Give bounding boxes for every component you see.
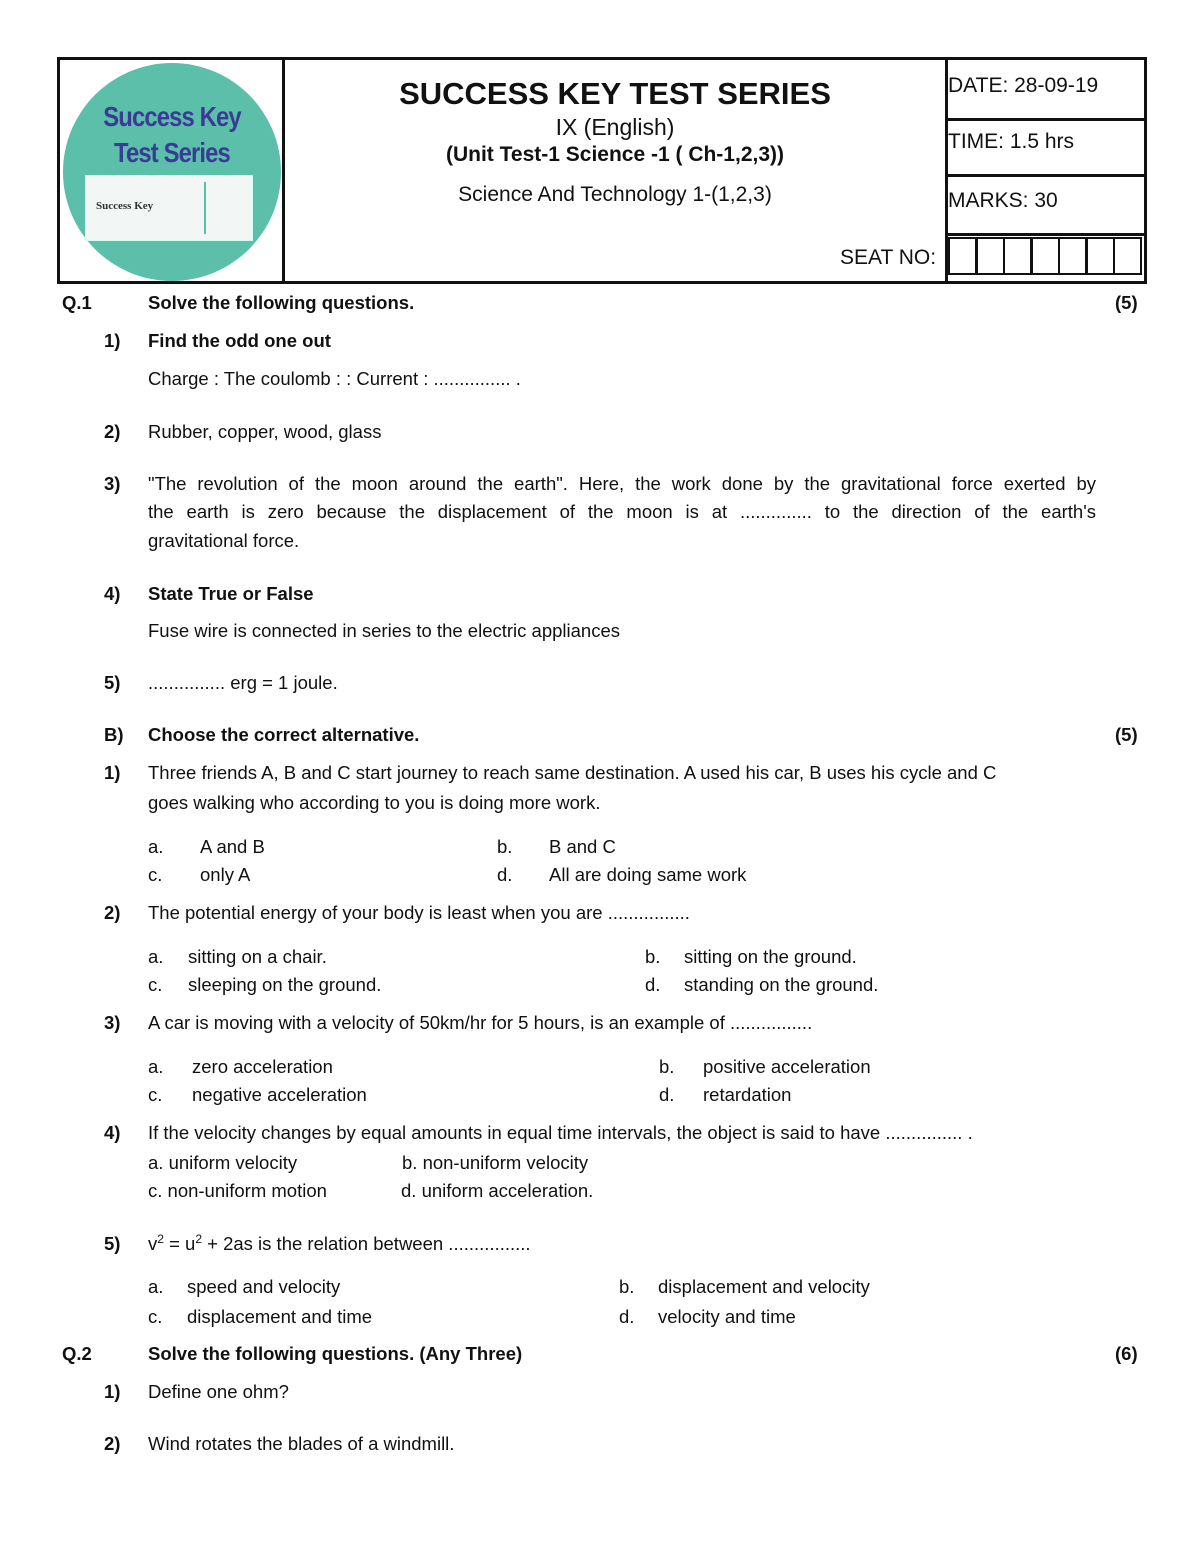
seat-digit-box[interactable] <box>1113 237 1142 275</box>
option-text: only A <box>200 864 251 885</box>
q2-label: Q.2 <box>62 1343 92 1364</box>
q2-marks: (6) <box>1115 1343 1138 1364</box>
option-text: speed and velocity <box>187 1276 341 1297</box>
question-number: 2) <box>104 421 121 442</box>
question-heading: Find the odd one out <box>148 330 331 351</box>
date-cell: DATE: 28-09-19 <box>948 57 1144 121</box>
test-line: (Unit Test-1 Science -1 ( Ch-1,2,3)) <box>445 143 784 166</box>
question-number: 5) <box>104 1233 121 1254</box>
q1-label: Q.1 <box>62 292 92 313</box>
seat-digit-box[interactable] <box>1031 237 1060 275</box>
option-letter: a. <box>148 1276 164 1297</box>
option-text: All are doing same work <box>549 864 747 885</box>
question-text: A car is moving with a velocity of 50km/hr for 5 hours, is an example of ................ <box>148 1012 813 1033</box>
option-letter: a. <box>148 1056 164 1077</box>
option-text: c. non-uniform motion <box>148 1180 327 1201</box>
option-letter: c. <box>148 1306 163 1327</box>
logo-cell <box>60 60 285 281</box>
option-letter: d. <box>619 1306 635 1327</box>
option-text: standing on the ground. <box>684 974 879 995</box>
title-block <box>285 60 945 207</box>
option-text: A and B <box>200 836 265 857</box>
option-letter: b. <box>659 1056 675 1077</box>
q1b-label: B) <box>104 724 124 745</box>
logo-inner-text: Success Key <box>96 200 154 212</box>
time-cell: TIME: 1.5 hrs <box>948 116 1144 177</box>
option-text: velocity and time <box>658 1306 796 1327</box>
marks-cell: MARKS: 30 <box>948 175 1144 236</box>
question-number: 2) <box>104 902 121 923</box>
info-column <box>945 60 1147 281</box>
question-text: Rubber, copper, wood, glass <box>148 421 382 442</box>
option-letter: d. <box>497 864 513 885</box>
q1-marks: (5) <box>1115 292 1138 313</box>
option-text: zero acceleration <box>192 1056 333 1077</box>
equation-text: $v^2 = u^2 + 2as$ is the relation between ................ <box>148 1232 531 1255</box>
question-number: 5) <box>104 672 121 693</box>
option-text: displacement and velocity <box>658 1276 870 1297</box>
logo-text-line1: Success Key <box>103 101 241 132</box>
q2-title: Solve the following questions. (Any Three) <box>148 1343 523 1364</box>
option-text: sleeping on the ground. <box>188 974 382 995</box>
option-letter: b. <box>619 1276 635 1297</box>
option-letter: b. <box>497 836 513 857</box>
option-letter: c. <box>148 1084 163 1105</box>
q1b-title: Choose the correct alternative. <box>148 724 420 745</box>
q1-title: Solve the following questions. <box>148 292 415 313</box>
option-letter: d. <box>645 974 661 995</box>
question-text: the earth is zero because the displacement of the moon is at .............. to the direction of the earth's <box>148 501 1096 522</box>
subject-line: Science And Technology 1-(1,2,3) <box>458 183 772 206</box>
option-letter: a. <box>148 946 164 967</box>
option-text: d. uniform acceleration. <box>401 1180 594 1201</box>
question-text: Define one ohm? <box>148 1381 289 1402</box>
question-number: 3) <box>104 473 121 494</box>
option-letter: b. <box>645 946 661 967</box>
seat-digit-box[interactable] <box>1058 237 1087 275</box>
question-text: Three friends A, B and C start journey to reach same destination. A used his car, B uses his cycle and C <box>148 762 997 783</box>
seat-digit-box[interactable] <box>1086 237 1115 275</box>
question-text: If the velocity changes by equal amounts in equal time intervals, the object is said to have ............... . <box>148 1122 973 1143</box>
question-text: gravitational force. <box>148 530 300 551</box>
option-text: positive acceleration <box>703 1056 871 1077</box>
question-number: 4) <box>104 1122 121 1143</box>
page-title: SUCCESS KEY TEST SERIES <box>399 76 831 111</box>
option-text: a. uniform velocity <box>148 1152 298 1173</box>
option-text: negative acceleration <box>192 1084 367 1105</box>
option-letter: c. <box>148 974 163 995</box>
option-text: retardation <box>703 1084 792 1105</box>
question-text: Charge : The coulomb : : Current : ............... . <box>148 368 521 389</box>
question-number: 1) <box>104 762 121 783</box>
option-letter: d. <box>659 1084 675 1105</box>
question-number: 2) <box>104 1433 121 1454</box>
option-text: displacement and time <box>187 1306 373 1327</box>
question-number: 1) <box>104 330 121 351</box>
seat-label: SEAT NO: <box>840 246 937 269</box>
seat-digit-box[interactable] <box>948 237 977 275</box>
question-number: 3) <box>104 1012 121 1033</box>
question-text: The potential energy of your body is least when you are ................ <box>148 902 690 923</box>
seat-digit-box[interactable] <box>976 237 1005 275</box>
option-letter: a. <box>148 836 164 857</box>
question-number: 1) <box>104 1381 121 1402</box>
logo <box>63 63 281 281</box>
logo-image <box>85 175 253 241</box>
question-heading: State True or False <box>148 583 314 604</box>
option-text: b. non-uniform velocity <box>402 1152 589 1173</box>
option-text: B and C <box>549 836 616 857</box>
question-text: Wind rotates the blades of a windmill. <box>148 1433 455 1454</box>
option-letter: c. <box>148 864 163 885</box>
question-text: ............... erg = 1 joule. <box>148 672 338 693</box>
question-text: Fuse wire is connected in series to the electric appliances <box>148 620 620 641</box>
logo-text-line2: Test Series <box>114 137 230 168</box>
seat-digit-box[interactable] <box>1003 237 1032 275</box>
question-text: goes walking who according to you is doing more work. <box>148 792 601 813</box>
q1b-marks: (5) <box>1115 724 1138 745</box>
header-box <box>57 57 1147 284</box>
class-line: IX (English) <box>555 114 675 140</box>
question-number: 4) <box>104 583 121 604</box>
option-text: sitting on a chair. <box>188 946 327 967</box>
question-text: "The revolution of the moon around the earth". Here, the work done by the gravitational force exerted by <box>148 473 1096 494</box>
option-text: sitting on the ground. <box>684 946 857 967</box>
